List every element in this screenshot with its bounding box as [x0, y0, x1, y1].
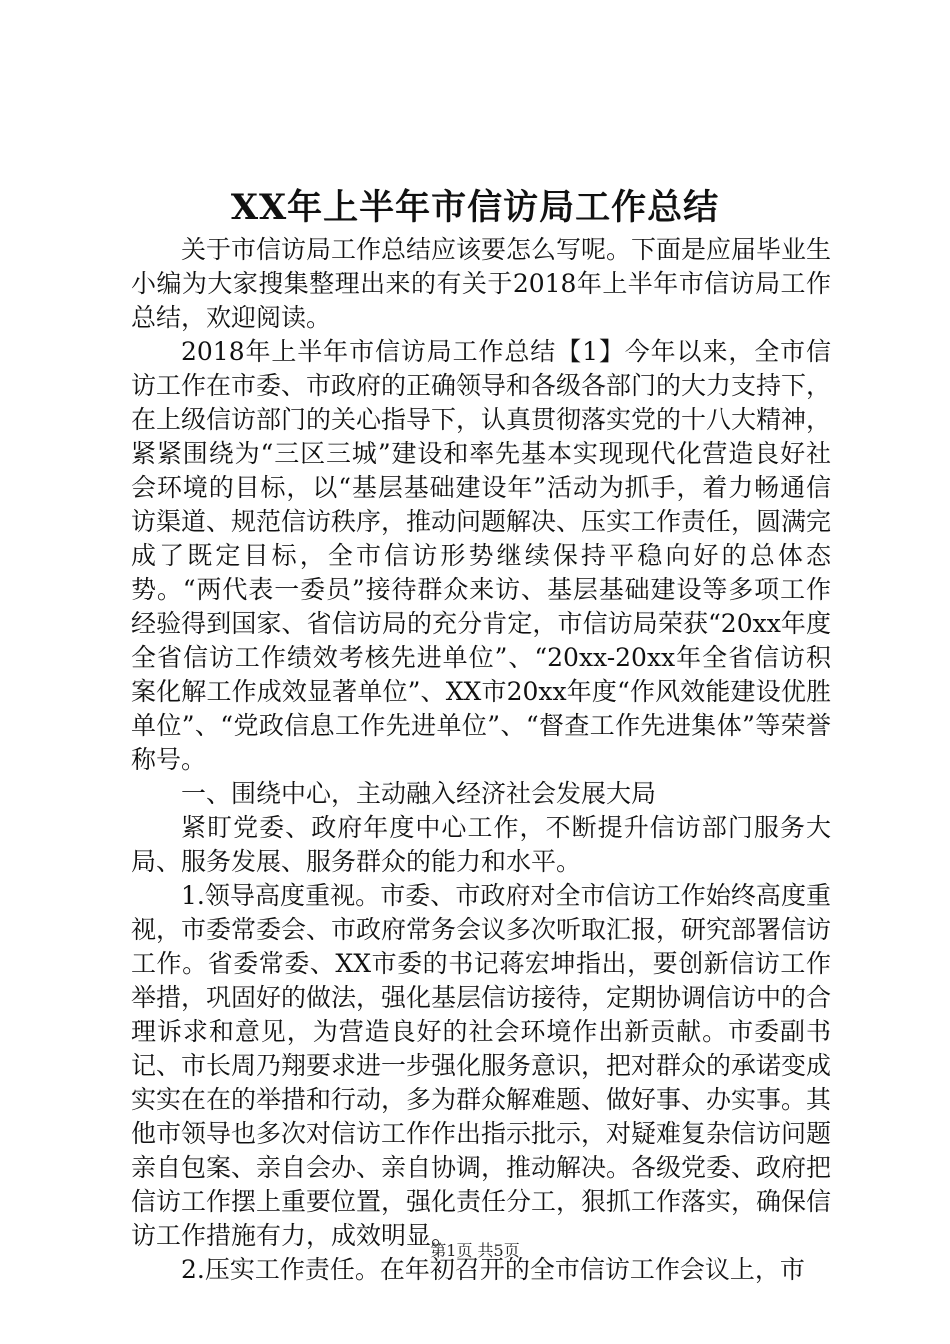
paragraph-intro: 关于市信访局工作总结应该要怎么写呢。下面是应届毕业生小编为大家搜集整理出来的有关于2018年上半年市信访局工作总结，欢迎阅读。: [131, 235, 832, 332]
paragraph-summary: 2018年上半年市信访局工作总结【1】今年以来，全市信访工作在市委、市政府的正确领导和各级各部门的大力支持下，在上级信访部门的关心指导下，认真贯彻落实党的十八大精神，紧紧围绕为“三区三城”建设和率先基本实现现代化营造良好社会环境的目标，以“基层基础建设年”活动为抓手，着力畅通信访渠道、规范信访秩序，推动问题解决、压实工作责任，圆满完成了既定目标，全市信访形势继续保持平稳向好的总体态势。“两代表一委员”接待群众来访、基层基础建设等多项工作经验得到国家、省信访局的充分肯定，市信访局荣获“20xx年度全省信访工作绩效考核先进单位”、“20xx-20xx年全省信访积案化解工作成效显著单位”、XX市20xx年度“作风效能建设优胜单位”、“党政信息工作先进单位”、“督查工作先进集体”等荣誉称号。: [131, 337, 832, 774]
paragraph-section-1-intro: 紧盯党委、政府年度中心工作，不断提升信访部门服务大局、服务发展、服务群众的能力和水平。: [131, 813, 831, 876]
section-heading-1: 一、围绕中心，主动融入经济社会发展大局: [181, 779, 657, 808]
paragraph-item-2: 2.压实工作责任。在年初召开的全市信访工作会议上，市: [181, 1255, 805, 1284]
document-title: XX年上半年市信访局工作总结: [230, 187, 720, 228]
document-body: [131, 233, 831, 1287]
paragraph-item-1: 1.领导高度重视。市委、市政府对全市信访工作始终高度重视，市委常委会、市政府常务会议多次听取汇报，研究部署信访工作。省委常委、XX市委的书记蒋宏坤指出，要创新信访工作举措，巩固好的做法，强化基层信访接待，定期协调信访中的合理诉求和意见，为营造良好的社会环境作出新贡献。市委副书记、市长周乃翔要求进一步强化服务意识，把对群众的承诺变成实实在在的举措和行动，多为群众解难题、做好事、办实事。其他市领导也多次对信访工作作出指示批示，对疑难复杂信访问题亲自包案、亲自会办、亲自协调，推动解决。各级党委、政府把信访工作摆上重要位置，强化责任分工，狠抓工作落实，确保信访工作措施有力，成效明显。: [131, 881, 832, 1250]
page-footer: 第1页 共5页: [430, 1241, 520, 1260]
